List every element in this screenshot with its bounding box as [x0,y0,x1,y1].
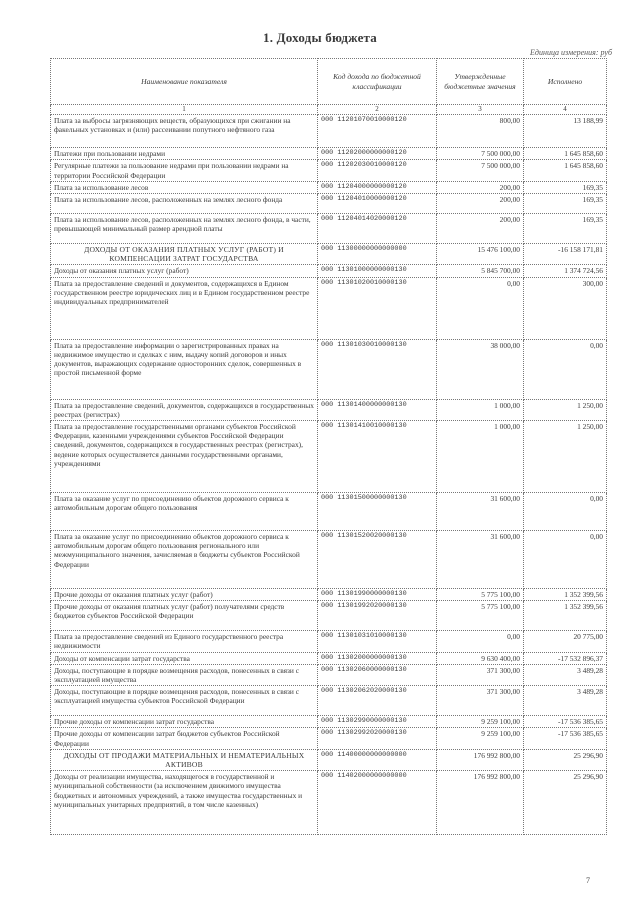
row-approved-cell: 1 000,00 [437,421,524,493]
table-row [51,194,607,214]
row-approved-cell: 800,00 [437,115,524,148]
row-name-cell: Плата за предоставление сведений из Единого государственного реестра недвижимости [51,631,318,652]
row-name-cell: Плата за оказание услуг по присоединению объектов дорожного сервиса к автомобильным дорогам общего пользования [51,493,318,531]
row-name-cell: Плата за выбросы загрязняющих веществ, образующихся при сжигании на факельных установках и (или) рассеивании попутного нефтяного газа [51,115,318,148]
row-code-cell: 000 11301020010000130 [318,277,437,339]
row-code-cell: 000 11302060000000130 [318,664,437,685]
table-row [51,399,607,420]
table-row [51,631,607,652]
row-code-cell: 000 11302990000000130 [318,716,437,728]
row-name-cell: Прочие доходы от оказания платных услуг (работ) получателями средств бюджетов субъектов Российской Федерации [51,601,318,631]
row-name-cell: ДОХОДЫ ОТ ПРОДАЖИ МАТЕРИАЛЬНЫХ И НЕМАТЕРИАЛЬНЫХ АКТИВОВ [51,749,318,770]
table-row [51,728,607,749]
row-executed-cell: 1 250,00 [524,399,607,420]
row-executed-cell: 1 250,00 [524,421,607,493]
row-executed-cell: 300,00 [524,277,607,339]
row-executed-cell: 1 352 399,56 [524,589,607,601]
header-name: Наименование показателя [51,59,318,105]
row-executed-cell: 0,00 [524,339,607,399]
row-approved-cell: 15 476 100,00 [437,244,524,265]
row-executed-cell: 3 489,28 [524,664,607,685]
row-approved-cell: 200,00 [437,214,524,244]
table-row [51,686,607,716]
income-table [50,58,607,835]
row-executed-cell: 3 489,28 [524,686,607,716]
table-row [51,160,607,181]
col-number-2: 2 [318,105,437,115]
row-executed-cell: 1 352 399,56 [524,601,607,631]
table-row [51,771,607,835]
table-row [51,664,607,685]
row-code-cell: 000 11302062020000130 [318,686,437,716]
table-body [51,115,607,835]
table-row [51,265,607,277]
row-code-cell: 000 11400000000000000 [318,749,437,770]
row-approved-cell: 9 259 100,00 [437,716,524,728]
row-approved-cell: 200,00 [437,194,524,214]
row-code-cell: 000 11301410010000130 [318,421,437,493]
table-row [51,493,607,531]
row-executed-cell: 25 296,90 [524,771,607,835]
row-code-cell: 000 11301031010000130 [318,631,437,652]
row-approved-cell: 0,00 [437,277,524,339]
row-name-cell: Доходы от реализации имущества, находящегося в государственной и муниципальной собственности (за исключением движимого имущества бюджетных и автономных учреждений, а также имущества государственных и муниципальных унитарных предприятий, в том числе казенных) [51,771,318,835]
row-approved-cell: 371 300,00 [437,686,524,716]
row-approved-cell: 31 600,00 [437,493,524,531]
row-name-cell: Регулярные платежи за пользование недрами при пользовании недрами на территории Российской Федерации [51,160,318,181]
row-approved-cell: 9 630 400,00 [437,652,524,664]
row-code-cell: 000 11300000000000000 [318,244,437,265]
table-row [51,244,607,265]
row-approved-cell: 9 259 100,00 [437,728,524,749]
row-approved-cell: 176 992 800,00 [437,771,524,835]
row-approved-cell: 7 500 000,00 [437,148,524,160]
row-approved-cell: 5 775 100,00 [437,601,524,631]
row-executed-cell: -17 536 385,65 [524,728,607,749]
table-row [51,421,607,493]
row-approved-cell: 371 300,00 [437,664,524,685]
row-name-cell: Прочие доходы от компенсации затрат государства [51,716,318,728]
row-code-cell: 000 11202000000000120 [318,148,437,160]
row-code-cell: 000 11204010000000120 [318,194,437,214]
row-name-cell: Плата за предоставление государственными органами субъектов Российской Федерации, казенными учреждениями субъектов Российской Федерации сведений, документов, содержащихся в государственных реестрах (регистрах), ведение которых осуществляется данными государственными органами, учреждениями [51,421,318,493]
row-name-cell: Доходы от оказания платных услуг (работ) [51,265,318,277]
row-approved-cell: 7 500 000,00 [437,160,524,181]
row-name-cell: Плата за использование лесов, расположенных на землях лесного фонда [51,194,318,214]
row-code-cell: 000 11402000000000000 [318,771,437,835]
row-executed-cell: 169,35 [524,181,607,193]
table-row [51,277,607,339]
row-approved-cell: 5 775 100,00 [437,589,524,601]
table-row [51,601,607,631]
row-name-cell: Плата за использование лесов [51,181,318,193]
row-executed-cell: 25 296,90 [524,749,607,770]
row-name-cell: ДОХОДЫ ОТ ОКАЗАНИЯ ПЛАТНЫХ УСЛУГ (РАБОТ) И КОМПЕНСАЦИИ ЗАТРАТ ГОСУДАРСТВА [51,244,318,265]
row-name-cell: Плата за предоставление информации о зарегистрированных правах на недвижимое имущество и сделках с ним, выдачу копий договоров и иных документов, выражающих содержание односторонних сделок, совершенных в простой письменной форме [51,339,318,399]
row-name-cell: Доходы, поступающие в порядке возмещения расходов, понесенных в связи с эксплуатацией имущества [51,664,318,685]
row-approved-cell: 5 845 700,00 [437,265,524,277]
row-executed-cell: 1 645 858,60 [524,148,607,160]
row-executed-cell: 0,00 [524,531,607,589]
table-row [51,339,607,399]
row-name-cell: Прочие доходы от компенсации затрат бюджетов субъектов Российской Федерации [51,728,318,749]
section-title: 1. Доходы бюджета [263,30,377,45]
row-code-cell: 000 11301992020000130 [318,601,437,631]
row-approved-cell: 31 600,00 [437,531,524,589]
header-executed: Исполнено [524,59,607,105]
row-approved-cell: 200,00 [437,181,524,193]
row-name-cell: Доходы, поступающие в порядке возмещения расходов, понесенных в связи с эксплуатацией имущества субъектов Российской Федерации [51,686,318,716]
row-approved-cell: 176 992 800,00 [437,749,524,770]
row-code-cell: 000 11301030010000130 [318,339,437,399]
row-code-cell: 000 11302992020000130 [318,728,437,749]
row-approved-cell: 38 000,00 [437,339,524,399]
row-code-cell: 000 11301520020000130 [318,531,437,589]
row-executed-cell: 1 645 858,60 [524,160,607,181]
row-name-cell: Плата за предоставление сведений, документов, содержащихся в государственных реестрах (регистрах) [51,399,318,420]
table-row [51,652,607,664]
row-executed-cell: -16 158 171,81 [524,244,607,265]
row-code-cell: 000 11302000000000130 [318,652,437,664]
unit-label: Единица измерения: руб [530,48,612,57]
table-row [51,589,607,601]
table-row [51,749,607,770]
row-executed-cell: 169,35 [524,194,607,214]
row-code-cell: 000 11301000000000130 [318,265,437,277]
header-code: Код дохода по бюджетной классификации [318,59,437,105]
row-executed-cell: 169,35 [524,214,607,244]
row-executed-cell: 1 374 724,56 [524,265,607,277]
table-row [51,148,607,160]
row-executed-cell: -17 536 385,65 [524,716,607,728]
row-name-cell: Плата за использование лесов, расположенных на землях лесного фонда, в части, превышающей минимальный размер арендной платы [51,214,318,244]
header-approved: Утвержденные бюджетные значения [437,59,524,105]
row-name-cell: Платежи при пользовании недрами [51,148,318,160]
row-code-cell: 000 11204014020000120 [318,214,437,244]
page-number: 7 [586,876,590,885]
table-row [51,181,607,193]
row-approved-cell: 0,00 [437,631,524,652]
table-row [51,115,607,148]
row-code-cell: 000 11301990000000130 [318,589,437,601]
row-name-cell: Плата за предоставление сведений и документов, содержащихся в Едином государственном реестре юридических лиц и в Едином государственном реестре индивидуальных предпринимателей [51,277,318,339]
row-executed-cell: 20 775,00 [524,631,607,652]
row-code-cell: 000 11204000000000120 [318,181,437,193]
col-number-1: 1 [51,105,318,115]
col-number-3: 3 [437,105,524,115]
table-row [51,214,607,244]
table-row [51,716,607,728]
col-number-4: 4 [524,105,607,115]
row-executed-cell: 13 188,99 [524,115,607,148]
row-code-cell: 000 11201070010000120 [318,115,437,148]
row-code-cell: 000 11202030010000120 [318,160,437,181]
row-approved-cell: 1 000,00 [437,399,524,420]
row-executed-cell: 0,00 [524,493,607,531]
table-row [51,531,607,589]
row-name-cell: Доходы от компенсации затрат государства [51,652,318,664]
row-code-cell: 000 11301500000000130 [318,493,437,531]
row-name-cell: Прочие доходы от оказания платных услуг (работ) [51,589,318,601]
row-executed-cell: -17 532 896,37 [524,652,607,664]
row-code-cell: 000 11301400000000130 [318,399,437,420]
row-name-cell: Плата за оказание услуг по присоединению объектов дорожного сервиса к автомобильным дорогам общего пользования регионального или межмуниципального значения, зачисляемая в бюджеты субъектов Российской Федерации [51,531,318,589]
